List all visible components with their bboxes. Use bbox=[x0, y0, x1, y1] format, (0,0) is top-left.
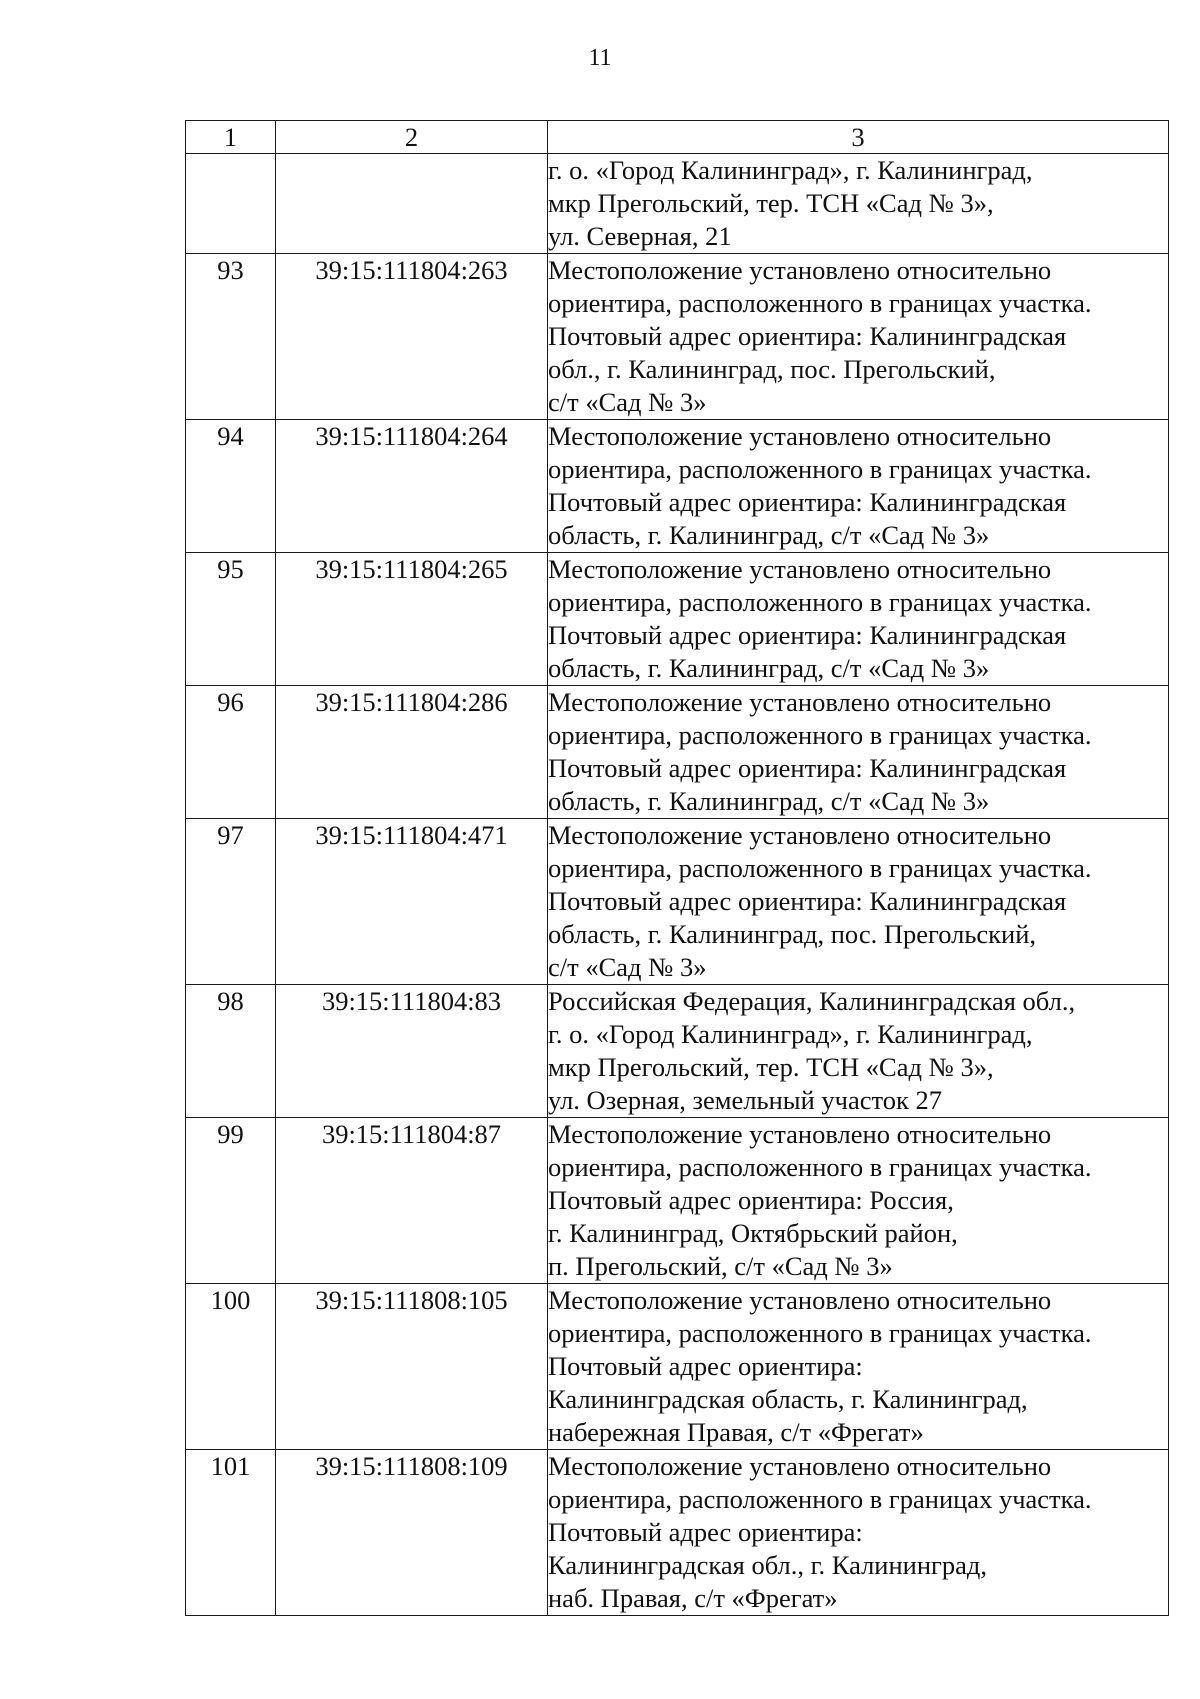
location-text-line: с/т «Сад № 3» bbox=[548, 952, 707, 982]
location-text-line: мкр Прегольский, тер. ТСН «Сад № 3», bbox=[548, 1052, 994, 1082]
location-text-line: мкр Прегольский, тер. ТСН «Сад № 3», bbox=[548, 188, 994, 218]
row-number-cell: 100 bbox=[186, 1284, 276, 1450]
location-text-line: Почтовый адрес ориентира: Калининградская bbox=[548, 487, 1067, 517]
land-plots-table bbox=[185, 120, 1169, 1616]
cadastral-number-cell: 39:15:111808:105 bbox=[276, 1284, 548, 1450]
location-text-line: Калининградская обл., г. Калининград, bbox=[548, 1550, 988, 1580]
location-description-cell bbox=[548, 1284, 1169, 1450]
location-text-line: с/т «Сад № 3» bbox=[548, 387, 707, 417]
location-text-line: ориентира, расположенного в границах участка. bbox=[548, 454, 1092, 484]
table-row bbox=[186, 1118, 1169, 1284]
cadastral-number-cell: 39:15:111804:265 bbox=[276, 553, 548, 686]
location-text-line: г. о. «Город Калининград», г. Калининград, bbox=[548, 1019, 1033, 1049]
location-text-line: п. Прегольский, с/т «Сад № 3» bbox=[548, 1251, 893, 1281]
location-text-line: Местоположение установлено относительно bbox=[548, 255, 1052, 285]
row-number-cell: 95 bbox=[186, 553, 276, 686]
cadastral-number-cell: 39:15:111804:286 bbox=[276, 686, 548, 819]
location-text-line: область, г. Калининград, пос. Прегольский, bbox=[548, 919, 1037, 949]
row-number-cell: 97 bbox=[186, 819, 276, 985]
table-row bbox=[186, 254, 1169, 420]
cadastral-number-cell: 39:15:111804:83 bbox=[276, 985, 548, 1118]
location-text-line: Местоположение установлено относительно bbox=[548, 820, 1052, 850]
location-text-line: Почтовый адрес ориентира: Россия, bbox=[548, 1185, 954, 1215]
location-description-cell bbox=[548, 154, 1169, 254]
location-text-line: ориентира, расположенного в границах участка. bbox=[548, 288, 1092, 318]
location-text-line: ориентира, расположенного в границах участка. bbox=[548, 587, 1092, 617]
row-number-cell: 98 bbox=[186, 985, 276, 1118]
location-text-line: ул. Озерная, земельный участок 27 bbox=[548, 1085, 943, 1115]
location-text-line: Российская Федерация, Калининградская обл., bbox=[548, 986, 1076, 1016]
location-text-line: ориентира, расположенного в границах участка. bbox=[548, 1484, 1092, 1514]
location-text-line: г. Калининград, Октябрьский район, bbox=[548, 1218, 958, 1248]
location-text-line: Почтовый адрес ориентира: bbox=[548, 1351, 863, 1381]
table-row bbox=[186, 1450, 1169, 1616]
row-number-cell: 94 bbox=[186, 420, 276, 553]
cadastral-number-cell bbox=[276, 154, 548, 254]
location-text-line: Местоположение установлено относительно bbox=[548, 421, 1052, 451]
row-number-cell: 96 bbox=[186, 686, 276, 819]
location-text-line: ориентира, расположенного в границах участка. bbox=[548, 853, 1092, 883]
cadastral-number-cell: 39:15:111804:471 bbox=[276, 819, 548, 985]
table-row bbox=[186, 420, 1169, 553]
table-row bbox=[186, 686, 1169, 819]
table-row bbox=[186, 1284, 1169, 1450]
location-text-line: Почтовый адрес ориентира: Калининградская bbox=[548, 620, 1067, 650]
location-text-line: Местоположение установлено относительно bbox=[548, 687, 1052, 717]
location-text-line: Почтовый адрес ориентира: Калининградская bbox=[548, 753, 1067, 783]
location-text-line: область, г. Калининград, с/т «Сад № 3» bbox=[548, 653, 990, 683]
table-header-row bbox=[186, 121, 1169, 154]
table-body bbox=[186, 154, 1169, 1616]
location-text-line: Калининградская область, г. Калининград, bbox=[548, 1384, 1028, 1414]
location-text-line: наб. Правая, с/т «Фрегат» bbox=[548, 1583, 838, 1613]
cadastral-number-cell: 39:15:111808:109 bbox=[276, 1450, 548, 1616]
location-description-cell bbox=[548, 1450, 1169, 1616]
location-text-line: область, г. Калининград, с/т «Сад № 3» bbox=[548, 786, 990, 816]
location-description-cell bbox=[548, 553, 1169, 686]
row-number-cell: 99 bbox=[186, 1118, 276, 1284]
location-description-cell bbox=[548, 985, 1169, 1118]
location-text-line: область, г. Калининград, с/т «Сад № 3» bbox=[548, 520, 990, 550]
location-text-line: Почтовый адрес ориентира: Калининградская bbox=[548, 321, 1067, 351]
location-text-line: Местоположение установлено относительно bbox=[548, 554, 1052, 584]
location-text-line: Местоположение установлено относительно bbox=[548, 1451, 1052, 1481]
cadastral-number-cell: 39:15:111804:263 bbox=[276, 254, 548, 420]
location-text-line: набережная Правая, с/т «Фрегат» bbox=[548, 1417, 924, 1447]
location-text-line: Местоположение установлено относительно bbox=[548, 1285, 1052, 1315]
location-description-cell bbox=[548, 254, 1169, 420]
column-header-3: 3 bbox=[548, 121, 1169, 154]
table-row bbox=[186, 819, 1169, 985]
column-header-1: 1 bbox=[186, 121, 276, 154]
location-text-line: Почтовый адрес ориентира: Калининградская bbox=[548, 886, 1067, 916]
location-text-line: г. о. «Город Калининград», г. Калининград, bbox=[548, 155, 1033, 185]
location-text-line: Местоположение установлено относительно bbox=[548, 1119, 1052, 1149]
location-text-line: ориентира, расположенного в границах участка. bbox=[548, 1152, 1092, 1182]
row-number-cell: 101 bbox=[186, 1450, 276, 1616]
location-description-cell bbox=[548, 1118, 1169, 1284]
location-description-cell bbox=[548, 420, 1169, 553]
location-text-line: ориентира, расположенного в границах участка. bbox=[548, 720, 1092, 750]
location-text-line: ориентира, расположенного в границах участка. bbox=[548, 1318, 1092, 1348]
table-row bbox=[186, 985, 1169, 1118]
table-row bbox=[186, 154, 1169, 254]
location-text-line: обл., г. Калининград, пос. Прегольский, bbox=[548, 354, 996, 384]
row-number-cell bbox=[186, 154, 276, 254]
location-description-cell bbox=[548, 686, 1169, 819]
column-header-2: 2 bbox=[276, 121, 548, 154]
cadastral-number-cell: 39:15:111804:264 bbox=[276, 420, 548, 553]
page-number: 11 bbox=[588, 45, 612, 71]
location-description-cell bbox=[548, 819, 1169, 985]
cadastral-number-cell: 39:15:111804:87 bbox=[276, 1118, 548, 1284]
location-text-line: ул. Северная, 21 bbox=[548, 221, 732, 251]
table-row bbox=[186, 553, 1169, 686]
location-text-line: Почтовый адрес ориентира: bbox=[548, 1517, 863, 1547]
row-number-cell: 93 bbox=[186, 254, 276, 420]
